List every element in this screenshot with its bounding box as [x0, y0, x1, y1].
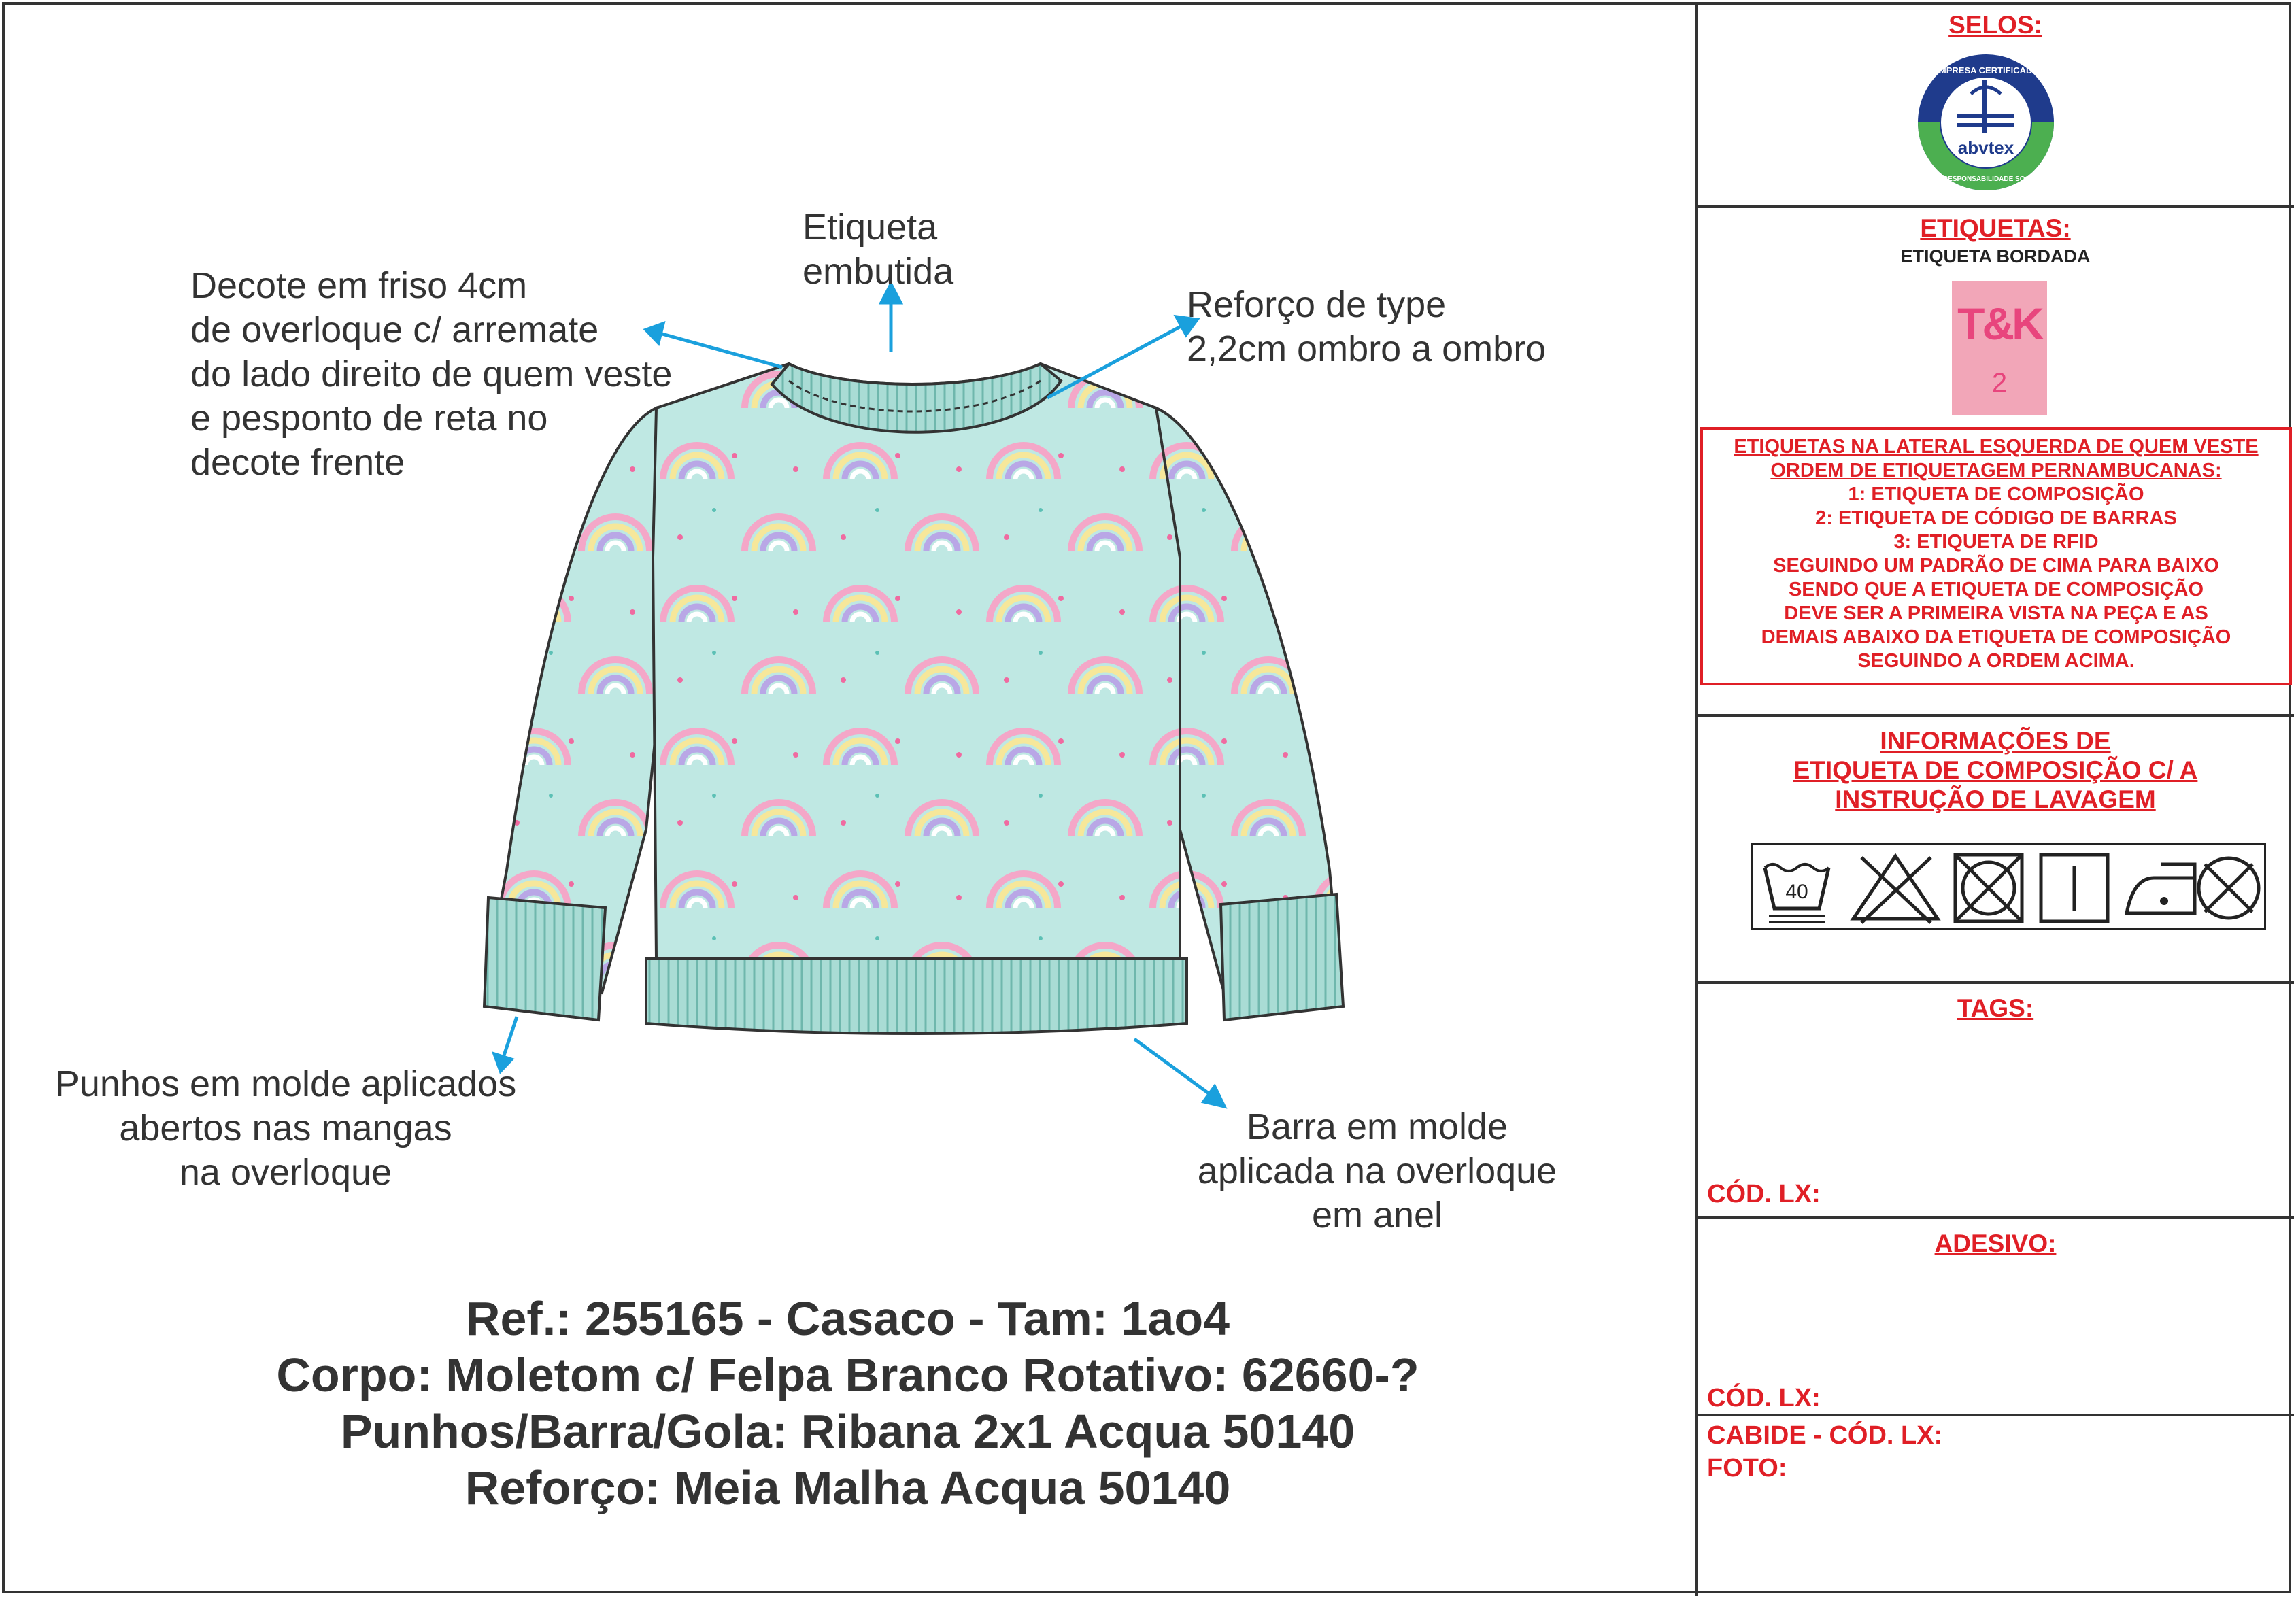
note-decote: [190, 264, 672, 485]
sidebar-separator: [1697, 1414, 2294, 1416]
note-line: Decote em friso 4cm: [190, 265, 528, 306]
labeling-instructions: [1700, 427, 2292, 685]
note-etiqueta-embutida: [803, 205, 993, 294]
spec-block: [0, 1291, 1695, 1516]
right-cuff: [1221, 894, 1343, 1020]
info-title-line: INSTRUÇÃO DE LAVAGEM: [1835, 785, 2156, 813]
tags-title: TAGS:: [1957, 994, 2034, 1022]
sweater-body: [653, 364, 1180, 959]
seal-bottom-text: EM RESPONSABILIDADE SOCIAL: [1931, 175, 2041, 183]
sidebar-separator: [1697, 1216, 2294, 1219]
etiqueta-bordada: ETIQUETA BORDADA: [1900, 246, 2091, 267]
instruction-line: 1: ETIQUETA DE COMPOSIÇÃO: [1848, 483, 2144, 505]
spec-ref: Ref.: 255165 - Casaco - Tam: 1ao4: [465, 1292, 1230, 1345]
iron-icon: [2120, 851, 2201, 925]
sidebar-separator: [1697, 981, 2294, 984]
hem-band: [646, 959, 1187, 1034]
adesivo-cod-lx: CÓD. LX:: [1707, 1384, 1821, 1412]
spec-reforco: Reforço: Meia Malha Acqua 50140: [465, 1461, 1231, 1514]
note-line: e pesponto de reta no: [190, 398, 548, 439]
abvtex-seal: [1917, 53, 2055, 192]
cabide-cod-lx: CABIDE - CÓD. LX:: [1707, 1421, 1943, 1450]
left-cuff: [484, 898, 605, 1020]
care-instructions: [1751, 843, 2266, 930]
wash-temp: 40: [1785, 881, 1808, 903]
instruction-line: ETIQUETAS NA LATERAL ESQUERDA DE QUEM VESTE: [1734, 436, 2259, 458]
note-line: Etiqueta: [803, 207, 938, 248]
instruction-line: 3: ETIQUETA DE RFID: [1893, 531, 2099, 553]
etiquetas-title: ETIQUETAS:: [1920, 214, 2071, 242]
note-line: aplicada na overloque: [1197, 1151, 1557, 1191]
note-barra: [1163, 1105, 1591, 1238]
instruction-line: SEGUINDO UM PADRÃO DE CIMA PARA BAIXO: [1773, 555, 2219, 577]
note-line: decote frente: [190, 442, 405, 483]
note-line: embutida: [803, 251, 954, 292]
info-title-line: INFORMAÇÕES DE: [1880, 727, 2111, 755]
info-title-line: ETIQUETA DE COMPOSIÇÃO C/ A: [1793, 756, 2198, 784]
info-title: [1697, 726, 2294, 814]
note-punhos: [27, 1062, 544, 1195]
note-line: na overloque: [179, 1152, 392, 1193]
note-line: 2,2cm ombro a ombro: [1187, 328, 1547, 369]
tags-cod-lx: CÓD. LX:: [1707, 1180, 1821, 1208]
tk-label: [1952, 281, 2047, 415]
instruction-line: 2: ETIQUETA DE CÓDIGO DE BARRAS: [1815, 507, 2177, 529]
spec-punhos: Punhos/Barra/Gola: Ribana 2x1 Acqua 50140: [340, 1405, 1355, 1458]
wash-40-icon: [1759, 851, 1834, 925]
instruction-line: SEGUINDO A ORDEM ACIMA.: [1857, 650, 2135, 672]
do-not-dry-clean-icon: [2191, 851, 2266, 925]
foto-label: FOTO:: [1707, 1454, 1787, 1482]
do-not-bleach-icon: [1848, 851, 1943, 925]
note-reforco: [1187, 283, 1546, 371]
do-not-tumble-dry-icon: [1951, 851, 2026, 925]
note-line: de overloque c/ arremate: [190, 309, 599, 350]
note-line: do lado direito de quem veste: [190, 354, 673, 394]
tk-number: 2: [1991, 368, 2008, 398]
adesivo-title: ADESIVO:: [1934, 1229, 2057, 1257]
sidebar-separator: [1697, 714, 2294, 717]
instruction-line: DEVE SER A PRIMEIRA VISTA NA PEÇA E AS: [1784, 602, 2208, 624]
seal-top-text: EMPRESA CERTIFICADA: [1933, 65, 2039, 75]
selos-title: SELOS:: [1948, 11, 2042, 39]
note-line: em anel: [1311, 1195, 1443, 1236]
note-line: Punhos em molde aplicados: [54, 1064, 517, 1104]
note-line: Reforço de type: [1187, 284, 1447, 325]
instruction-line: ORDEM DE ETIQUETAGEM PERNAMBUCANAS:: [1770, 460, 2222, 481]
seal-brand: abvtex: [1957, 137, 2014, 158]
instruction-line: SENDO QUE A ETIQUETA DE COMPOSIÇÃO: [1788, 579, 2204, 600]
spec-corpo: Corpo: Moletom c/ Felpa Branco Rotativo: 62660-?: [276, 1348, 1419, 1401]
instruction-line: DEMAIS ABAIXO DA ETIQUETA DE COMPOSIÇÃO: [1761, 626, 2231, 648]
note-line: abertos nas mangas: [119, 1108, 452, 1149]
tk-logo: T&K: [1957, 299, 2042, 349]
note-line: Barra em molde: [1246, 1106, 1508, 1147]
line-dry-icon: [2037, 851, 2112, 925]
sidebar-separator: [1697, 205, 2294, 208]
